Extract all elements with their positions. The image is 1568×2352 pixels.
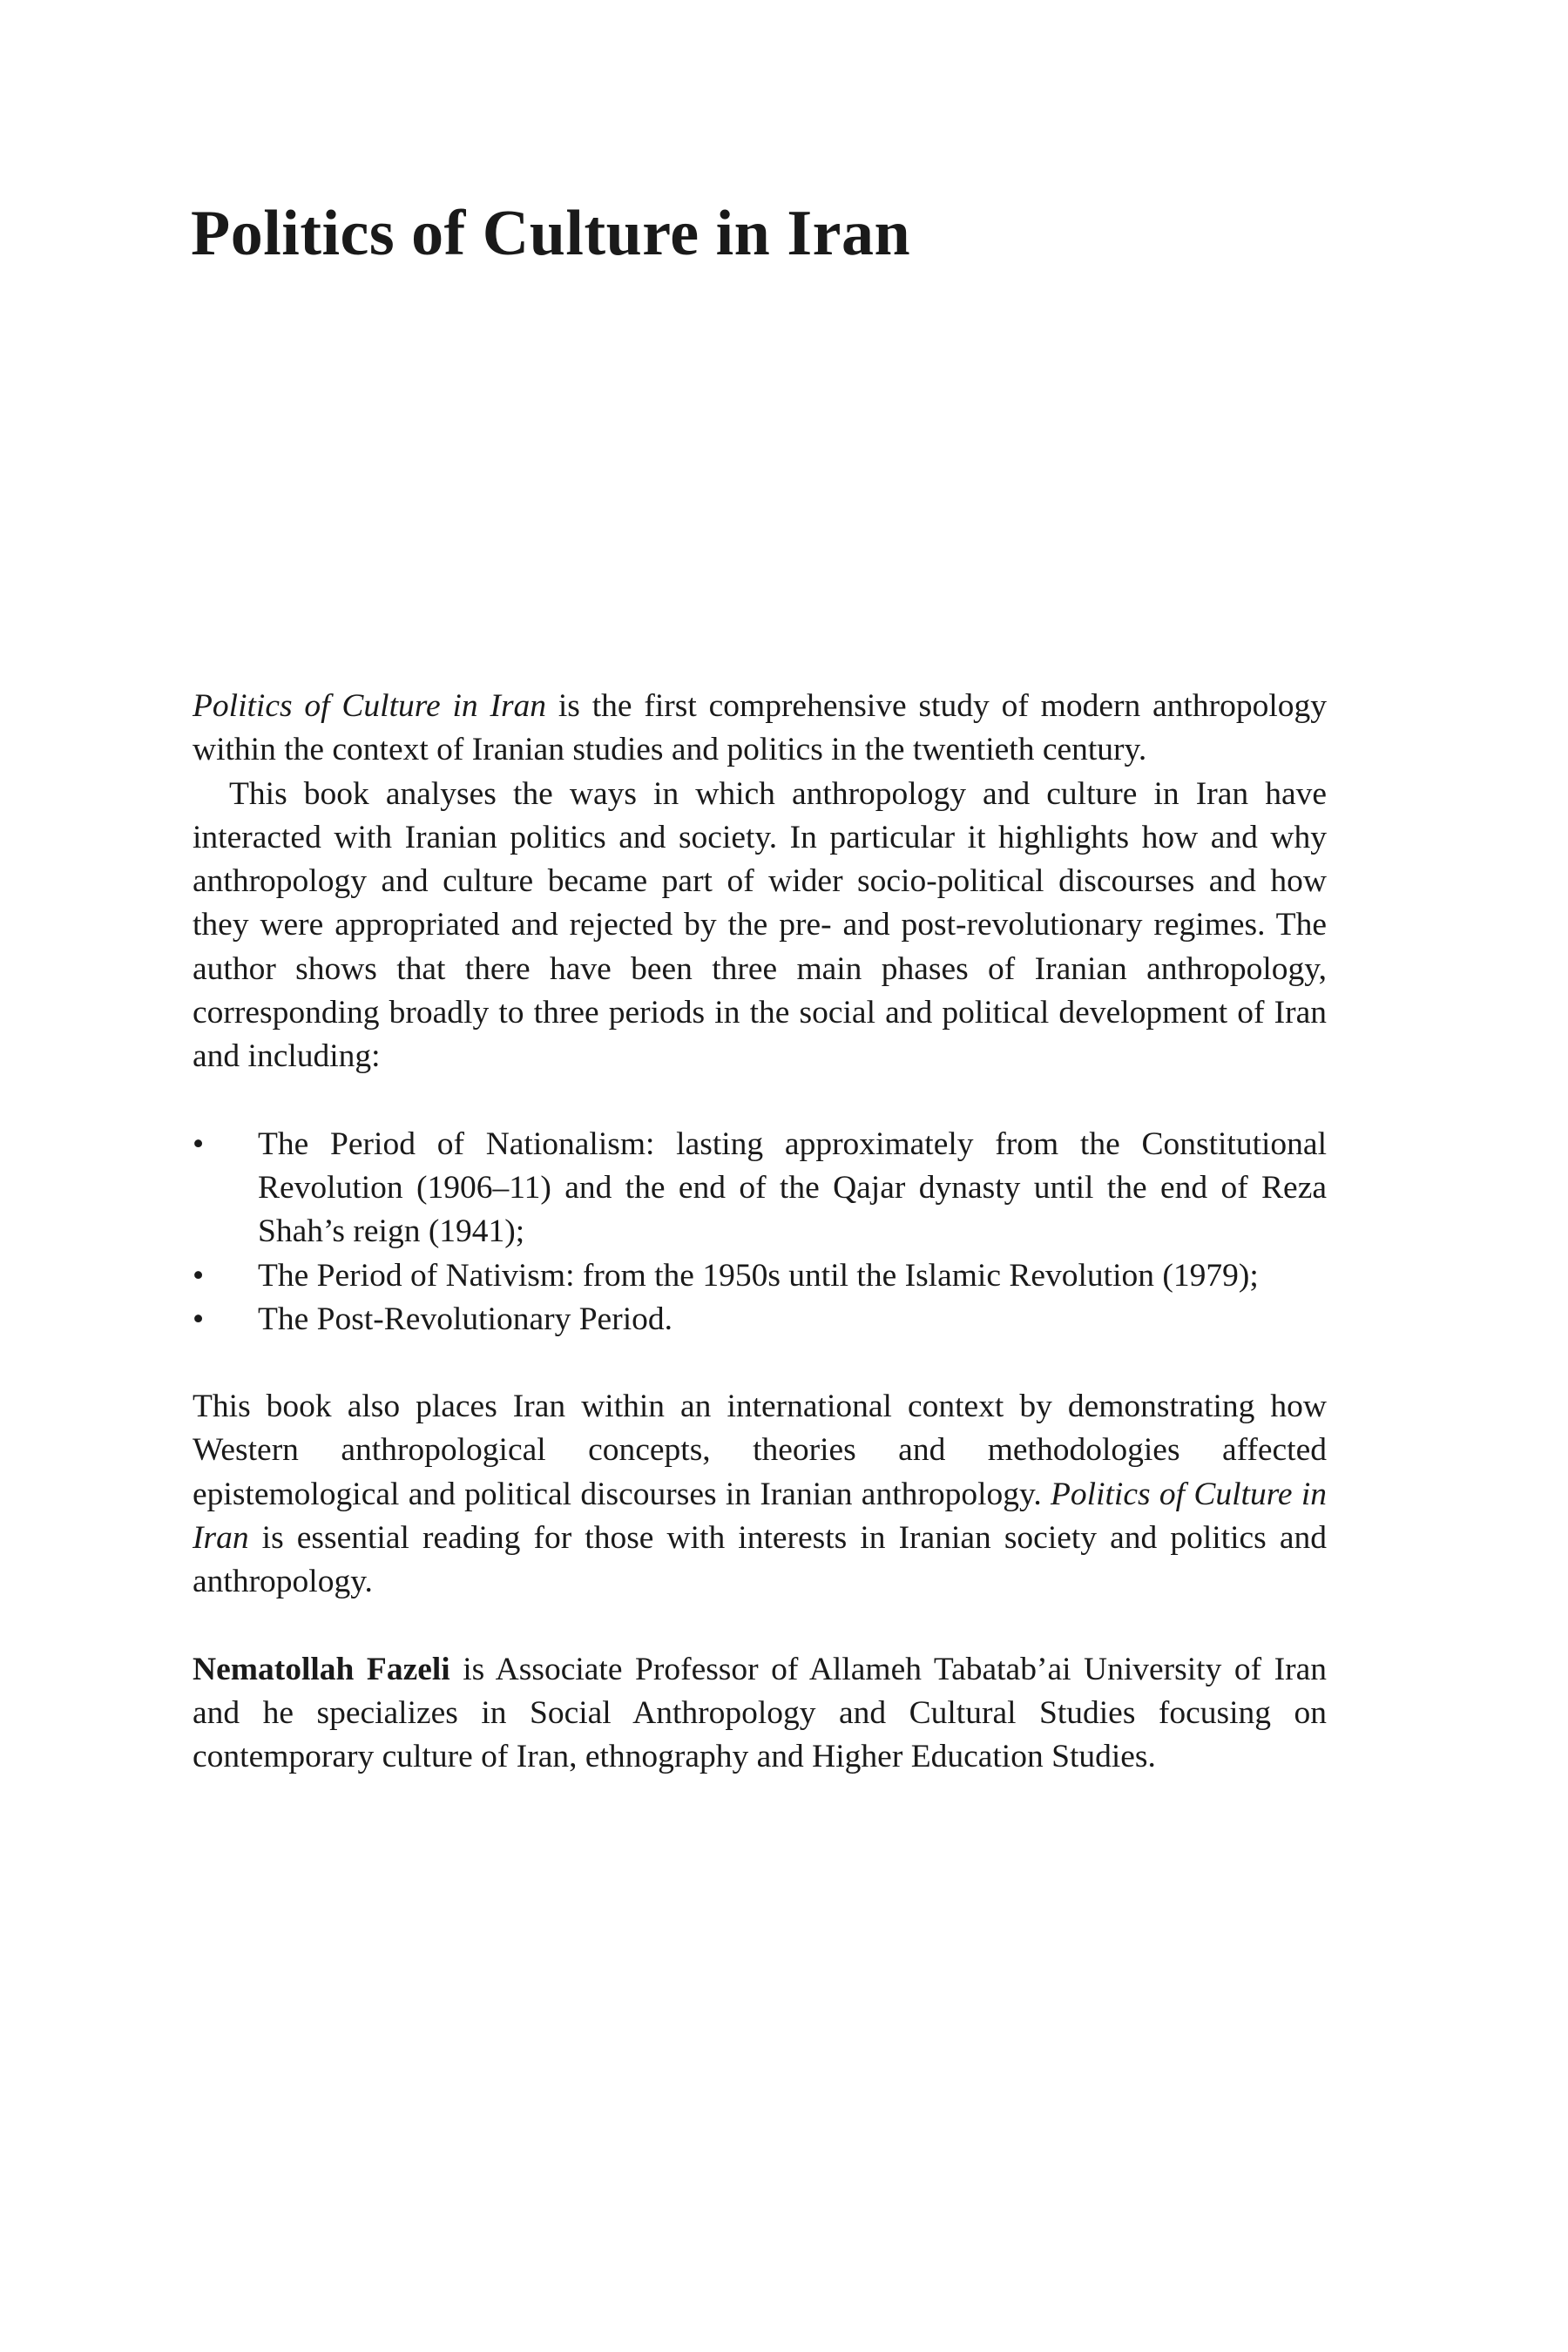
list-item <box>193 1298 1327 1342</box>
phase-text: The Post-Revolutionary Period. <box>258 1301 672 1337</box>
intro-book-title: Politics of Culture in Iran <box>193 688 547 724</box>
phase-text: The Period of Nationalism: lasting approximately from the Constitutional Revolution (1906–11) and the end of the Qajar dynasty until the end of Reza Shah’s reign (1941); <box>258 1125 1327 1250</box>
list-item <box>193 1254 1327 1298</box>
paragraph-gap <box>193 1605 1327 1648</box>
author-bio-paragraph <box>193 1648 1327 1780</box>
context-paragraph <box>193 1385 1327 1604</box>
book-blurb <box>193 685 1327 1780</box>
phases-list <box>193 1123 1327 1342</box>
bullet-icon: • <box>193 1301 205 1337</box>
context-book-title: Politics of Culture in Iran <box>193 1476 1327 1557</box>
list-item <box>193 1123 1327 1254</box>
bullet-icon: • <box>193 1125 205 1162</box>
analysis-paragraph: This book analyses the ways in which anthropology and culture in Iran have interacted with Iranian politics and society. In particular it highlights how and why anthropology and culture became part of wider socio-political discourses and how they were appropriated and rejected by the pre- and post-revolutionary regimes. The author shows that there have been three main phases of Iranian anthropology, corresponding broadly to three periods in the social and political development of Iran and including: <box>193 775 1327 1075</box>
context-text-after: is essential reading for those with interests in Iranian society and politics and anthropology. <box>193 1520 1327 1600</box>
intro-paragraph <box>193 685 1327 773</box>
page-title: Politics of Culture in Iran <box>191 198 911 269</box>
phase-text: The Period of Nativism: from the 1950s until the Islamic Revolution (1979); <box>258 1257 1259 1294</box>
intro-text: is the first comprehensive study of modern anthropology within the context of Iranian studies and politics in the twentieth century. <box>193 688 1328 768</box>
context-text-before: This book also places Iran within an international context by demonstrating how Western anthropological concepts, theories and methodologies affected epistemological and political discourses in Iranian anthropology. <box>193 1389 1327 1512</box>
author-name: Nematollah Fazeli <box>193 1651 450 1687</box>
author-bio-text: is Associate Professor of Allameh Tabatab’ai University of Iran and he specializes in Social Anthropology and Cultural Studies focusing on contemporary culture of Iran, ethnography and Higher Education Studies. <box>193 1651 1327 1775</box>
bullet-icon: • <box>193 1257 205 1294</box>
